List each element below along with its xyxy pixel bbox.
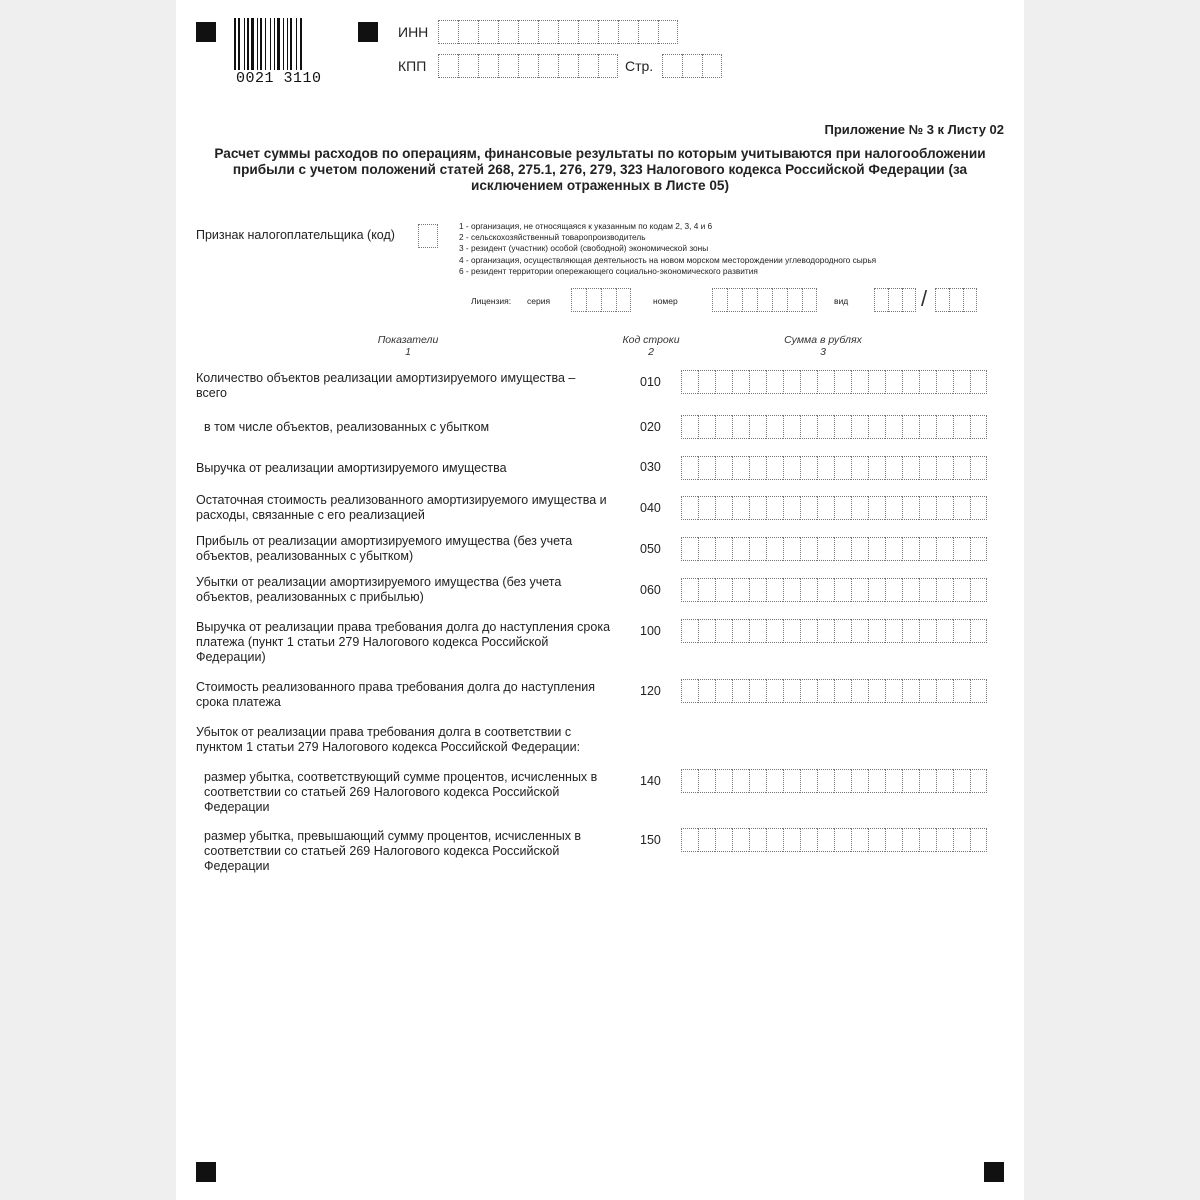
input-cell[interactable] xyxy=(834,456,851,480)
input-cell[interactable] xyxy=(874,288,888,312)
input-cell[interactable] xyxy=(702,54,722,78)
input-cell[interactable] xyxy=(766,679,783,703)
input-cell[interactable] xyxy=(868,619,885,643)
input-cell[interactable] xyxy=(885,456,902,480)
column-number: 1 xyxy=(405,346,411,358)
taxpayer-sign-label: Признак налогоплательщика (код) xyxy=(196,228,395,242)
row-label: Убытки от реализации амортизируемого имущества (без учета объектов, реализованных с прибылью) xyxy=(196,575,562,604)
input-cell[interactable] xyxy=(851,496,868,520)
input-cell[interactable] xyxy=(732,415,749,439)
kpp-field[interactable] xyxy=(438,54,618,78)
amount-field[interactable] xyxy=(681,578,987,602)
input-cell[interactable] xyxy=(598,54,618,78)
corner-marker-top-left xyxy=(196,22,216,42)
input-cell[interactable] xyxy=(698,679,715,703)
input-cell[interactable] xyxy=(766,578,783,602)
kpp-label: КПП xyxy=(398,58,427,74)
input-cell[interactable] xyxy=(766,619,783,643)
input-cell[interactable] xyxy=(478,54,498,78)
input-cell[interactable] xyxy=(800,537,817,561)
input-cell[interactable] xyxy=(662,54,682,78)
input-cell[interactable] xyxy=(868,769,885,793)
input-cell[interactable] xyxy=(618,20,638,44)
input-cell[interactable] xyxy=(681,679,698,703)
input-cell[interactable] xyxy=(936,828,953,852)
input-cell[interactable] xyxy=(919,769,936,793)
input-cell[interactable] xyxy=(936,578,953,602)
input-cell[interactable] xyxy=(458,54,478,78)
input-cell[interactable] xyxy=(601,288,616,312)
input-cell[interactable] xyxy=(715,679,732,703)
input-cell[interactable] xyxy=(834,496,851,520)
input-cell[interactable] xyxy=(919,456,936,480)
row-label: Выручка от реализации права требования долга до наступления срока платежа (пункт 1 статьи 279 Налогового кодекса Российской Федерации) xyxy=(196,620,611,664)
input-cell[interactable] xyxy=(732,679,749,703)
input-cell[interactable] xyxy=(834,619,851,643)
row-label: в том числе объектов, реализованных с убытком xyxy=(204,420,490,434)
input-cell[interactable] xyxy=(715,769,732,793)
legend-item: 6 - резидент территории опережающего социально-экономического развития xyxy=(459,265,758,276)
input-cell[interactable] xyxy=(919,578,936,602)
row-code: 050 xyxy=(640,542,661,556)
input-cell[interactable] xyxy=(698,828,715,852)
amount-field[interactable] xyxy=(681,828,987,852)
input-cell[interactable] xyxy=(902,456,919,480)
input-cell[interactable] xyxy=(715,415,732,439)
barcode-number: 0021 3110 xyxy=(236,70,322,87)
input-cell[interactable] xyxy=(783,496,800,520)
input-cell[interactable] xyxy=(766,415,783,439)
row-label: размер убытка, соответствующий сумме процентов, исчисленных в соответствии со статьей 269 Налогового кодекса Российской Федерации xyxy=(204,770,598,814)
input-cell[interactable] xyxy=(732,619,749,643)
input-cell[interactable] xyxy=(970,370,987,394)
input-cell[interactable] xyxy=(571,288,586,312)
input-cell[interactable] xyxy=(681,578,698,602)
input-cell[interactable] xyxy=(868,415,885,439)
input-cell[interactable] xyxy=(772,288,787,312)
input-cell[interactable] xyxy=(681,415,698,439)
input-cell[interactable] xyxy=(715,619,732,643)
row-label: размер убытка, превышающий сумму процентов, исчисленных в соответствии со статьей 269 Налогового кодекса Российской Федерации xyxy=(204,829,582,873)
input-cell[interactable] xyxy=(783,828,800,852)
input-cell[interactable] xyxy=(970,496,987,520)
input-cell[interactable] xyxy=(766,370,783,394)
input-cell[interactable] xyxy=(698,370,715,394)
input-cell[interactable] xyxy=(902,537,919,561)
row-label: Количество объектов реализации амортизируемого имущества – всего xyxy=(196,371,576,400)
input-cell[interactable] xyxy=(935,288,949,312)
column-title: Показатели xyxy=(377,334,439,346)
input-cell[interactable] xyxy=(732,456,749,480)
row-label: Убыток от реализации права требования долга в соответствии с пунктом 1 статьи 279 Налогового кодекса Российской Федерации: xyxy=(196,725,581,754)
input-cell[interactable] xyxy=(970,679,987,703)
license-type-field-2[interactable] xyxy=(935,288,977,312)
input-cell[interactable] xyxy=(715,456,732,480)
input-cell[interactable] xyxy=(802,288,817,312)
row-code: 150 xyxy=(640,833,661,847)
input-cell[interactable] xyxy=(749,415,766,439)
input-cell[interactable] xyxy=(732,496,749,520)
input-cell[interactable] xyxy=(970,578,987,602)
row-code: 010 xyxy=(640,375,661,389)
input-cell[interactable] xyxy=(817,415,834,439)
page-number-field[interactable] xyxy=(662,54,722,78)
input-cell[interactable] xyxy=(851,456,868,480)
input-cell[interactable] xyxy=(558,54,578,78)
input-cell[interactable] xyxy=(953,496,970,520)
input-cell[interactable] xyxy=(800,578,817,602)
input-cell[interactable] xyxy=(800,456,817,480)
input-cell[interactable] xyxy=(936,537,953,561)
input-cell[interactable] xyxy=(851,370,868,394)
form-title: Расчет суммы расходов по операциям, финансовые результаты по которым учитываются при налогообложении прибыли с учетом положений статей 268, 275.1, 276, 279, 323 Налогового кодекса Российской Федерации (за исключением отраженных в Листе 05) xyxy=(214,146,986,193)
input-cell[interactable] xyxy=(834,679,851,703)
input-cell[interactable] xyxy=(698,619,715,643)
input-cell[interactable] xyxy=(715,496,732,520)
input-cell[interactable] xyxy=(681,828,698,852)
input-cell[interactable] xyxy=(727,288,742,312)
input-cell[interactable] xyxy=(953,619,970,643)
input-cell[interactable] xyxy=(817,496,834,520)
page-number-label: Стр. xyxy=(625,58,654,74)
input-cell[interactable] xyxy=(919,415,936,439)
input-cell[interactable] xyxy=(558,20,578,44)
input-cell[interactable] xyxy=(834,415,851,439)
input-cell[interactable] xyxy=(783,619,800,643)
input-cell[interactable] xyxy=(919,496,936,520)
input-cell[interactable] xyxy=(868,679,885,703)
input-cell[interactable] xyxy=(586,288,601,312)
amount-field[interactable] xyxy=(681,619,987,643)
input-cell[interactable] xyxy=(616,288,631,312)
input-cell[interactable] xyxy=(919,828,936,852)
input-cell[interactable] xyxy=(902,578,919,602)
column-number: 3 xyxy=(820,346,826,358)
input-cell[interactable] xyxy=(834,537,851,561)
input-cell[interactable] xyxy=(953,415,970,439)
input-cell[interactable] xyxy=(783,769,800,793)
input-cell[interactable] xyxy=(749,619,766,643)
input-cell[interactable] xyxy=(498,54,518,78)
input-cell[interactable] xyxy=(902,679,919,703)
column-header-line-code xyxy=(606,334,696,358)
input-cell[interactable] xyxy=(936,679,953,703)
input-cell[interactable] xyxy=(578,54,598,78)
input-cell[interactable] xyxy=(681,496,698,520)
amount-field[interactable] xyxy=(681,679,987,703)
input-cell[interactable] xyxy=(902,769,919,793)
input-cell[interactable] xyxy=(817,679,834,703)
input-cell[interactable] xyxy=(478,20,498,44)
input-cell[interactable] xyxy=(698,769,715,793)
input-cell[interactable] xyxy=(800,828,817,852)
input-cell[interactable] xyxy=(783,370,800,394)
input-cell[interactable] xyxy=(681,619,698,643)
input-cell[interactable] xyxy=(851,578,868,602)
input-cell[interactable] xyxy=(800,370,817,394)
row-label: Стоимость реализованного права требования долга до наступления срока платежа xyxy=(196,680,596,709)
row-code: 040 xyxy=(640,501,661,515)
license-type-field-1[interactable] xyxy=(874,288,916,312)
input-cell[interactable] xyxy=(766,456,783,480)
input-cell[interactable] xyxy=(800,496,817,520)
row-code: 020 xyxy=(640,420,661,434)
row-code: 120 xyxy=(640,684,661,698)
input-cell[interactable] xyxy=(834,370,851,394)
input-cell[interactable] xyxy=(851,537,868,561)
input-cell[interactable] xyxy=(953,828,970,852)
input-cell[interactable] xyxy=(885,769,902,793)
input-cell[interactable] xyxy=(749,537,766,561)
input-cell[interactable] xyxy=(817,370,834,394)
input-cell[interactable] xyxy=(749,769,766,793)
input-cell[interactable] xyxy=(919,537,936,561)
input-cell[interactable] xyxy=(800,619,817,643)
input-cell[interactable] xyxy=(919,370,936,394)
input-cell[interactable] xyxy=(953,537,970,561)
input-cell[interactable] xyxy=(787,288,802,312)
input-cell[interactable] xyxy=(749,370,766,394)
corner-marker-top-right xyxy=(358,22,378,42)
input-cell[interactable] xyxy=(800,769,817,793)
input-cell[interactable] xyxy=(953,679,970,703)
input-cell[interactable] xyxy=(538,54,558,78)
input-cell[interactable] xyxy=(851,828,868,852)
input-cell[interactable] xyxy=(681,537,698,561)
amount-field[interactable] xyxy=(681,769,987,793)
input-cell[interactable] xyxy=(953,456,970,480)
license-number-field[interactable] xyxy=(712,288,817,312)
corner-marker-bottom-left xyxy=(196,1162,216,1182)
row-label: Остаточная стоимость реализованного амортизируемого имущества и расходы, связанные с его реализацией xyxy=(196,493,607,522)
input-cell[interactable] xyxy=(783,415,800,439)
input-cell[interactable] xyxy=(885,537,902,561)
row-label: Прибыль от реализации амортизируемого имущества (без учета объектов, реализованных с убытком) xyxy=(196,534,573,563)
input-cell[interactable] xyxy=(498,20,518,44)
input-cell[interactable] xyxy=(698,456,715,480)
input-cell[interactable] xyxy=(953,578,970,602)
input-cell[interactable] xyxy=(766,769,783,793)
input-cell[interactable] xyxy=(902,370,919,394)
input-cell[interactable] xyxy=(817,769,834,793)
input-cell[interactable] xyxy=(817,537,834,561)
input-cell[interactable] xyxy=(783,456,800,480)
input-cell[interactable] xyxy=(868,537,885,561)
row-code: 100 xyxy=(640,624,661,638)
input-cell[interactable] xyxy=(518,54,538,78)
input-cell[interactable] xyxy=(885,415,902,439)
input-cell[interactable] xyxy=(742,288,757,312)
input-cell[interactable] xyxy=(885,578,902,602)
input-cell[interactable] xyxy=(902,828,919,852)
input-cell[interactable] xyxy=(851,769,868,793)
input-cell[interactable] xyxy=(458,20,478,44)
input-cell[interactable] xyxy=(749,496,766,520)
input-cell[interactable] xyxy=(970,456,987,480)
input-cell[interactable] xyxy=(438,54,458,78)
input-cell[interactable] xyxy=(638,20,658,44)
row-code: 060 xyxy=(640,583,661,597)
input-cell[interactable] xyxy=(885,496,902,520)
input-cell[interactable] xyxy=(749,578,766,602)
input-cell[interactable] xyxy=(970,828,987,852)
license-label: Лицензия: xyxy=(471,296,512,306)
input-cell[interactable] xyxy=(783,679,800,703)
column-number: 2 xyxy=(648,346,654,358)
input-cell[interactable] xyxy=(681,769,698,793)
column-title: Сумма в рублях xyxy=(784,334,862,346)
input-cell[interactable] xyxy=(885,828,902,852)
input-cell[interactable] xyxy=(868,370,885,394)
input-cell[interactable] xyxy=(698,578,715,602)
input-cell[interactable] xyxy=(936,619,953,643)
input-cell[interactable] xyxy=(757,288,772,312)
input-cell[interactable] xyxy=(681,370,698,394)
input-cell[interactable] xyxy=(919,619,936,643)
input-cell[interactable] xyxy=(949,288,963,312)
input-cell[interactable] xyxy=(658,20,678,44)
input-cell[interactable] xyxy=(868,456,885,480)
input-cell[interactable] xyxy=(936,456,953,480)
taxpayer-sign-field[interactable] xyxy=(418,224,438,248)
input-cell[interactable] xyxy=(970,619,987,643)
legend-item: 4 - организация, осуществляющая деятельность на новом морском месторождении углеводородного сырья xyxy=(459,254,877,265)
license-type-label: вид xyxy=(834,296,849,306)
amount-field[interactable] xyxy=(681,537,987,561)
input-cell[interactable] xyxy=(817,578,834,602)
input-cell[interactable] xyxy=(438,20,458,44)
input-cell[interactable] xyxy=(715,370,732,394)
input-cell[interactable] xyxy=(885,370,902,394)
input-cell[interactable] xyxy=(902,619,919,643)
amount-field[interactable] xyxy=(681,456,987,480)
input-cell[interactable] xyxy=(963,288,977,312)
input-cell[interactable] xyxy=(749,679,766,703)
input-cell[interactable] xyxy=(953,769,970,793)
inn-label: ИНН xyxy=(398,24,429,40)
input-cell[interactable] xyxy=(783,578,800,602)
input-cell[interactable] xyxy=(851,415,868,439)
amount-field[interactable] xyxy=(681,496,987,520)
input-cell[interactable] xyxy=(712,288,727,312)
appendix-label: Приложение № 3 к Листу 02 xyxy=(824,122,1004,137)
input-cell[interactable] xyxy=(851,679,868,703)
input-cell[interactable] xyxy=(970,537,987,561)
row-code: 140 xyxy=(640,774,661,788)
input-cell[interactable] xyxy=(970,769,987,793)
input-cell[interactable] xyxy=(834,578,851,602)
input-cell[interactable] xyxy=(817,619,834,643)
input-cell[interactable] xyxy=(868,828,885,852)
taxpayer-sign-legend xyxy=(459,221,876,277)
input-cell[interactable] xyxy=(851,619,868,643)
input-cell[interactable] xyxy=(749,456,766,480)
column-header-amount xyxy=(763,334,883,358)
input-cell[interactable] xyxy=(766,828,783,852)
input-cell[interactable] xyxy=(732,537,749,561)
input-cell[interactable] xyxy=(783,537,800,561)
input-cell[interactable] xyxy=(902,496,919,520)
input-cell[interactable] xyxy=(868,496,885,520)
input-cell[interactable] xyxy=(698,537,715,561)
row-label: Выручка от реализации амортизируемого имущества xyxy=(196,461,507,475)
input-cell[interactable] xyxy=(715,578,732,602)
input-cell[interactable] xyxy=(953,370,970,394)
form-page xyxy=(176,0,1024,1200)
input-cell[interactable] xyxy=(936,769,953,793)
input-cell[interactable] xyxy=(936,370,953,394)
input-cell[interactable] xyxy=(598,20,618,44)
corner-marker-bottom-right xyxy=(984,1162,1004,1182)
license-type-slash: / xyxy=(921,286,928,311)
input-cell[interactable] xyxy=(817,828,834,852)
input-cell[interactable] xyxy=(800,679,817,703)
input-cell[interactable] xyxy=(732,828,749,852)
input-cell[interactable] xyxy=(817,456,834,480)
legend-item: 3 - резидент (участник) особой (свободной) экономической зоны xyxy=(459,243,709,254)
input-cell[interactable] xyxy=(766,537,783,561)
row-code: 030 xyxy=(640,460,661,474)
input-cell[interactable] xyxy=(749,828,766,852)
legend-item: 1 - организация, не относящаяся к указанным по кодам 2, 3, 4 и 6 xyxy=(459,221,713,231)
input-cell[interactable] xyxy=(732,578,749,602)
license-series-label: серия xyxy=(527,296,551,306)
legend-item: 2 - сельскохозяйственный товаропроизводитель xyxy=(459,232,646,243)
input-cell[interactable] xyxy=(888,288,902,312)
input-cell[interactable] xyxy=(732,370,749,394)
input-cell[interactable] xyxy=(681,456,698,480)
input-cell[interactable] xyxy=(902,288,916,312)
input-cell[interactable] xyxy=(919,679,936,703)
input-cell[interactable] xyxy=(538,20,558,44)
input-cell[interactable] xyxy=(766,496,783,520)
input-cell[interactable] xyxy=(698,415,715,439)
input-cell[interactable] xyxy=(936,415,953,439)
amount-field[interactable] xyxy=(681,415,987,439)
license-series-field[interactable] xyxy=(571,288,631,312)
amount-field[interactable] xyxy=(681,370,987,394)
input-cell[interactable] xyxy=(970,415,987,439)
inn-field[interactable] xyxy=(438,20,678,44)
input-cell[interactable] xyxy=(834,769,851,793)
input-cell[interactable] xyxy=(715,828,732,852)
input-cell[interactable] xyxy=(800,415,817,439)
input-cell[interactable] xyxy=(732,769,749,793)
column-header-indicators xyxy=(358,334,458,358)
input-cell[interactable] xyxy=(868,578,885,602)
column-title: Код строки xyxy=(622,334,680,346)
input-cell[interactable] xyxy=(936,496,953,520)
input-cell[interactable] xyxy=(518,20,538,44)
input-cell[interactable] xyxy=(902,415,919,439)
input-cell[interactable] xyxy=(834,828,851,852)
input-cell[interactable] xyxy=(682,54,702,78)
input-cell[interactable] xyxy=(698,496,715,520)
license-number-label: номер xyxy=(653,296,678,306)
input-cell[interactable] xyxy=(715,537,732,561)
input-cell[interactable] xyxy=(578,20,598,44)
input-cell[interactable] xyxy=(885,619,902,643)
input-cell[interactable] xyxy=(885,679,902,703)
barcode-image xyxy=(232,18,340,70)
